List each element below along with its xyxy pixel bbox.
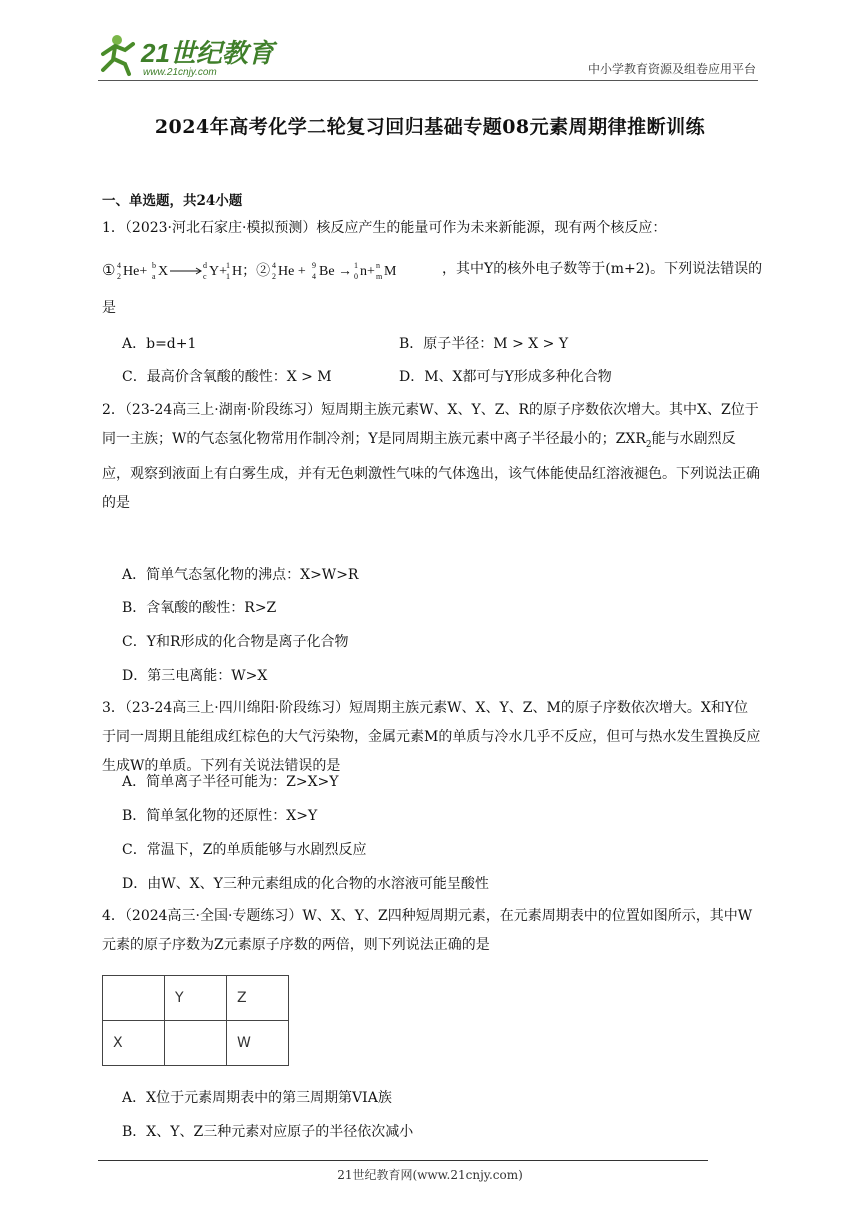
question-2-stem-tail: 能与水剧烈反应，观察到液面上有白雾生成，并有无色刺激性气味的气体逸出，该气体能使品红溶液褪色。下列说法正确的是 [102,431,760,511]
question-2-stem-text: 2．（23-24高三上·湖南·阶段练习）短周期主族元素W、X、Y、Z、R的原子序数依次增大。其中X、Z位于同一主族；W的气态氢化物常用作制冷剂；Y是同周期主族元素中离子半径最小的；ZXR [102,402,759,447]
svg-text:n: n [376,261,380,270]
q1-option-a[interactable]: A．b=d+1 [122,336,197,352]
table-cell: Y [165,976,227,1021]
svg-text:①: ① [102,263,116,279]
svg-text:1: 1 [354,261,358,270]
question-4-stem: 4．（2024高三·全国·专题练习）W、X、Y、Z四种短周期元素，在元素周期表中的位置如图所示，其中W元素的原子序数为Z元素原子序数的两倍，则下列说法正确的是 [102,908,753,953]
footer-divider [98,1160,708,1161]
svg-text:He +: He + [278,264,306,279]
q1-option-c[interactable]: C．最高价含氧酸的酸性：X > M [122,369,332,385]
table-cell: W [227,1021,289,1066]
q2-option-b[interactable]: B．含氧酸的酸性：R>Z [122,600,277,616]
svg-text:M: M [384,264,397,279]
nuclear-equations [102,255,442,283]
svg-text:n+: n+ [360,264,375,279]
question-1-stem-end: 是 [102,300,116,316]
svg-text:c: c [203,272,207,281]
question-1-equations [102,255,762,284]
q3-option-a[interactable]: A．简单离子半径可能为：Z>X>Y [122,774,339,790]
q2-option-a[interactable]: A．简单气态氢化物的沸点：X>W>R [122,567,359,583]
platform-label: 中小学教育资源及组卷应用平台 [587,62,756,76]
svg-text:X: X [158,264,169,279]
question-1-stem-tail: ，其中Y的核外电子数等于(m+2)。下列说法错误的 [442,261,763,277]
section-heading: 一、单选题，共24小题 [102,193,243,209]
q1-option-d[interactable]: D．M、X都可与Y形成多种化合物 [399,369,612,385]
table-cell [103,976,165,1021]
q3-option-d[interactable]: D．由W、X、Y三种元素组成的化合物的水溶液可能呈酸性 [122,876,489,892]
table-cell: X [103,1021,165,1066]
table-row [103,976,289,1021]
svg-text:4: 4 [312,272,316,281]
q4-option-b[interactable]: B．X、Y、Z三种元素对应原子的半径依次减小 [122,1124,414,1140]
svg-text:9: 9 [312,261,316,270]
svg-text:d: d [203,261,207,270]
table-cell [165,1021,227,1066]
logo-image [95,32,295,78]
svg-text:0: 0 [354,272,358,281]
runner-icon [103,35,133,74]
q2-option-d[interactable]: D．第三电离能：W>X [122,668,268,684]
svg-text:2: 2 [117,272,121,281]
svg-text:Y+: Y+ [209,264,228,279]
logo-url: www.21cnjy.com [143,67,217,78]
question-2-stem [102,396,762,518]
svg-text:H；②: H；② [232,264,271,279]
svg-text:b: b [152,261,156,270]
header-divider [98,80,758,81]
q1-option-b[interactable]: B．原子半径：M > X > Y [399,336,569,352]
logo-text: 21世纪教育 [141,38,274,68]
svg-text:2: 2 [272,272,276,281]
q2-option-c[interactable]: C．Y和R形成的化合物是离子化合物 [122,634,349,650]
question-2-subscript: 2 [645,439,652,450]
periodic-table-fragment [102,975,289,1066]
svg-text:a: a [152,272,156,281]
table-row [103,1021,289,1066]
q4-option-a[interactable]: A．X位于元素周期表中的第三周期第VIA族 [122,1090,392,1106]
q3-option-c[interactable]: C．常温下，Z的单质能够与水剧烈反应 [122,842,367,858]
q3-option-b[interactable]: B．简单氢化物的还原性：X>Y [122,808,318,824]
table-cell: Z [227,976,289,1021]
page-title: 2024年高考化学二轮复习回归基础专题08元素周期律推断训练 [154,116,706,138]
footer-text: 21世纪教育网(www.21cnjy.com) [337,1168,523,1182]
svg-text:4: 4 [272,261,276,270]
svg-text:4: 4 [117,261,121,270]
question-3-stem: 3．（23-24高三上·四川绵阳·阶段练习）短周期主族元素W、X、Y、Z、M的原子序数依次增大。X和Y位于同一周期且能组成红棕色的大气污染物，金属元素M的单质与冷水几乎不反应，但可与热水发生置换反应生成W的单质。下列有关说法错误的是 [102,700,761,774]
question-1-stem: 1．（2023·河北石家庄·模拟预测）核反应产生的能量可作为未来新能源，现有两个核反应： [102,220,667,236]
svg-text:1: 1 [226,261,230,270]
svg-text:1: 1 [226,272,230,281]
svg-text:m: m [376,272,383,281]
svg-text:Be →: Be → [319,264,353,279]
svg-text:He+: He+ [123,264,148,279]
